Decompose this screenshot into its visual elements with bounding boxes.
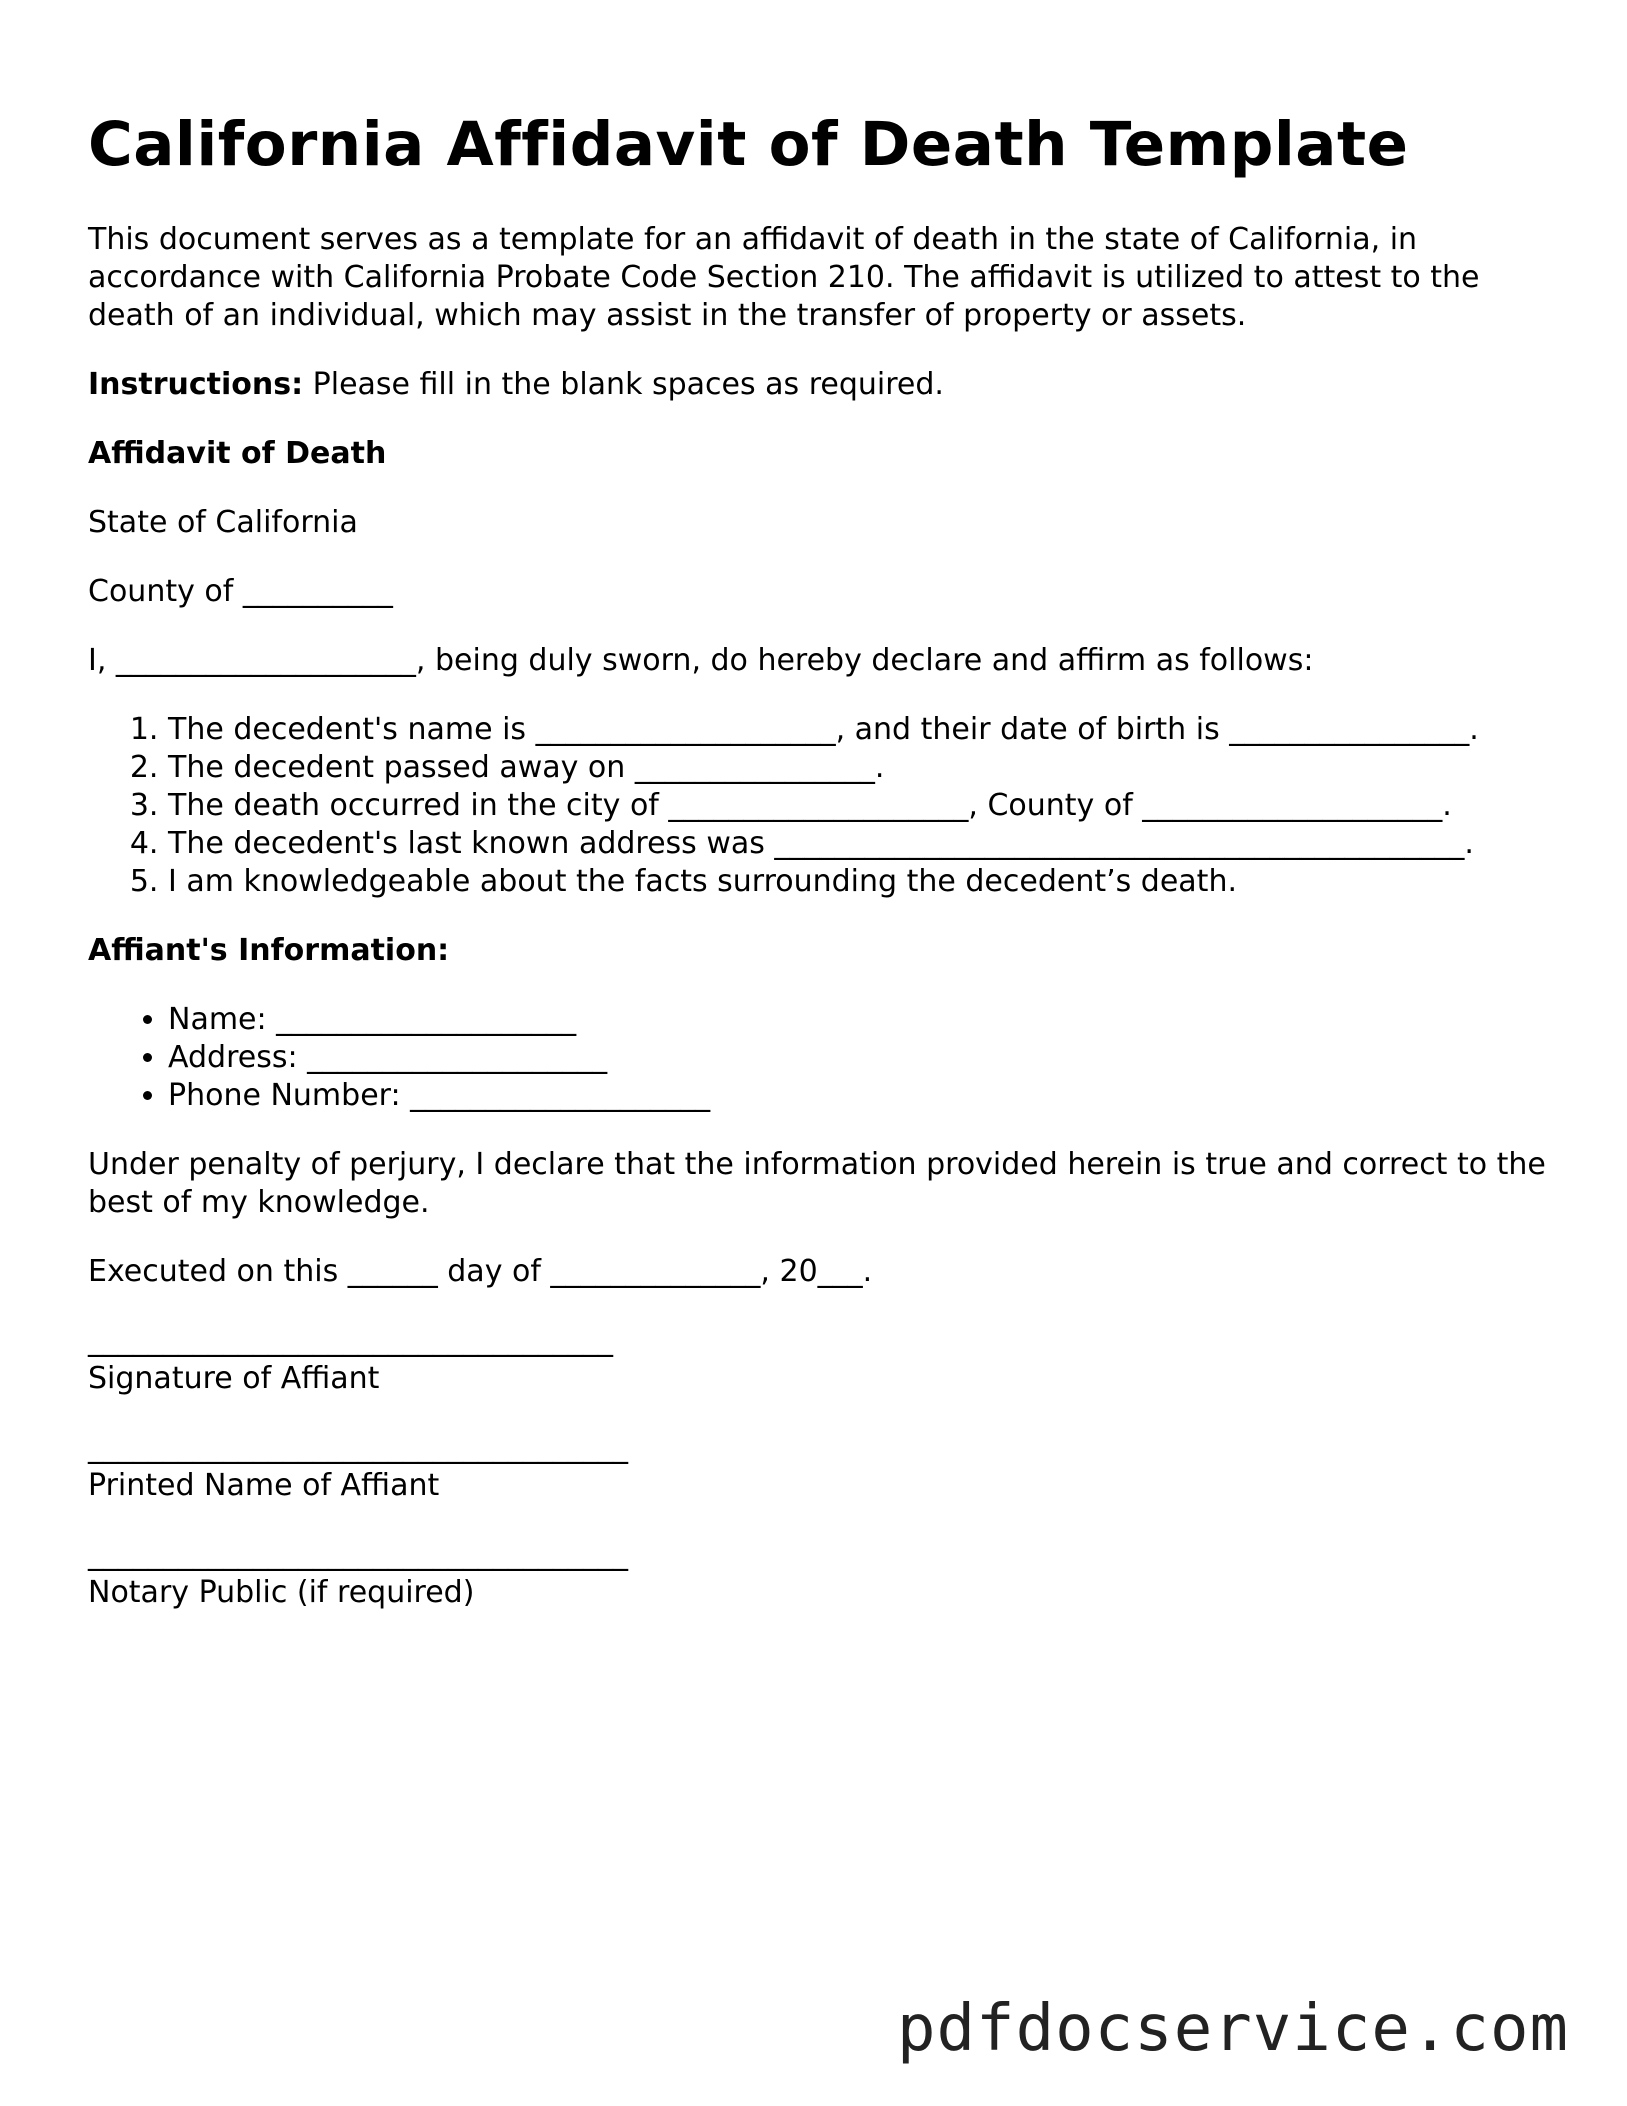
signature-label: Notary Public (if required) bbox=[88, 1575, 475, 1611]
signature-label: Signature of Affiant bbox=[88, 1361, 380, 1397]
signature-label: Printed Name of Affiant bbox=[88, 1468, 440, 1504]
signature-notary bbox=[88, 1536, 1548, 1612]
affiant-heading: Affiant's Information: bbox=[88, 933, 450, 969]
signature-line: ____________________________________ bbox=[88, 1430, 628, 1466]
list-item: • Address: ____________________ bbox=[168, 1039, 1548, 1077]
state-line: State of California bbox=[88, 505, 358, 541]
list-item: 1. The decedent's name is ____________________, and their date of birth is ________________. bbox=[168, 711, 1548, 749]
signature-line: ___________________________________ bbox=[88, 1323, 613, 1359]
list-item: • Name: ____________________ bbox=[168, 1001, 1548, 1039]
signature-line: ____________________________________ bbox=[88, 1537, 628, 1573]
list-item: 3. The death occurred in the city of ____________________, County of ____________________. bbox=[168, 787, 1548, 825]
instructions-label: Instructions: bbox=[88, 367, 304, 403]
list-item: 4. The decedent's last known address was ______________________________________________. bbox=[168, 825, 1548, 863]
instructions-paragraph bbox=[88, 366, 1548, 404]
perjury-statement: Under penalty of perjury, I declare that the information provided herein is true and correct to the best of my knowledge. bbox=[88, 1147, 1546, 1221]
watermark: pdfdocservice.com bbox=[896, 1992, 1569, 2066]
document-title: California Affidavit of Death Template bbox=[88, 109, 1409, 180]
signature-block bbox=[88, 1322, 1548, 1612]
signature-affiant bbox=[88, 1322, 1548, 1398]
list-item: 2. The decedent passed away on ________________. bbox=[168, 749, 1548, 787]
list-item: • Phone Number: ____________________ bbox=[168, 1077, 1548, 1115]
declaration-line: I, ____________________, being duly sworn, do hereby declare and affirm as follows: bbox=[88, 643, 1314, 679]
affiant-fields-list bbox=[88, 1001, 1548, 1115]
document-page bbox=[88, 108, 1548, 1643]
signature-printed-name bbox=[88, 1429, 1548, 1505]
affidavit-heading: Affidavit of Death bbox=[88, 436, 387, 472]
affirmation-list bbox=[88, 711, 1548, 901]
county-line: County of __________ bbox=[88, 574, 393, 610]
executed-line: Executed on this ______ day of ______________, 20___. bbox=[88, 1254, 873, 1290]
list-item: 5. I am knowledgeable about the facts surrounding the decedent’s death. bbox=[168, 863, 1548, 901]
instructions-text: Please fill in the blank spaces as required. bbox=[303, 367, 944, 403]
intro-paragraph: This document serves as a template for an affidavit of death in the state of California, in accordance with California Probate Code Section 210. The affidavit is utilized to attest to the death of an individual, which may assist in the transfer of property or assets. bbox=[88, 222, 1480, 334]
